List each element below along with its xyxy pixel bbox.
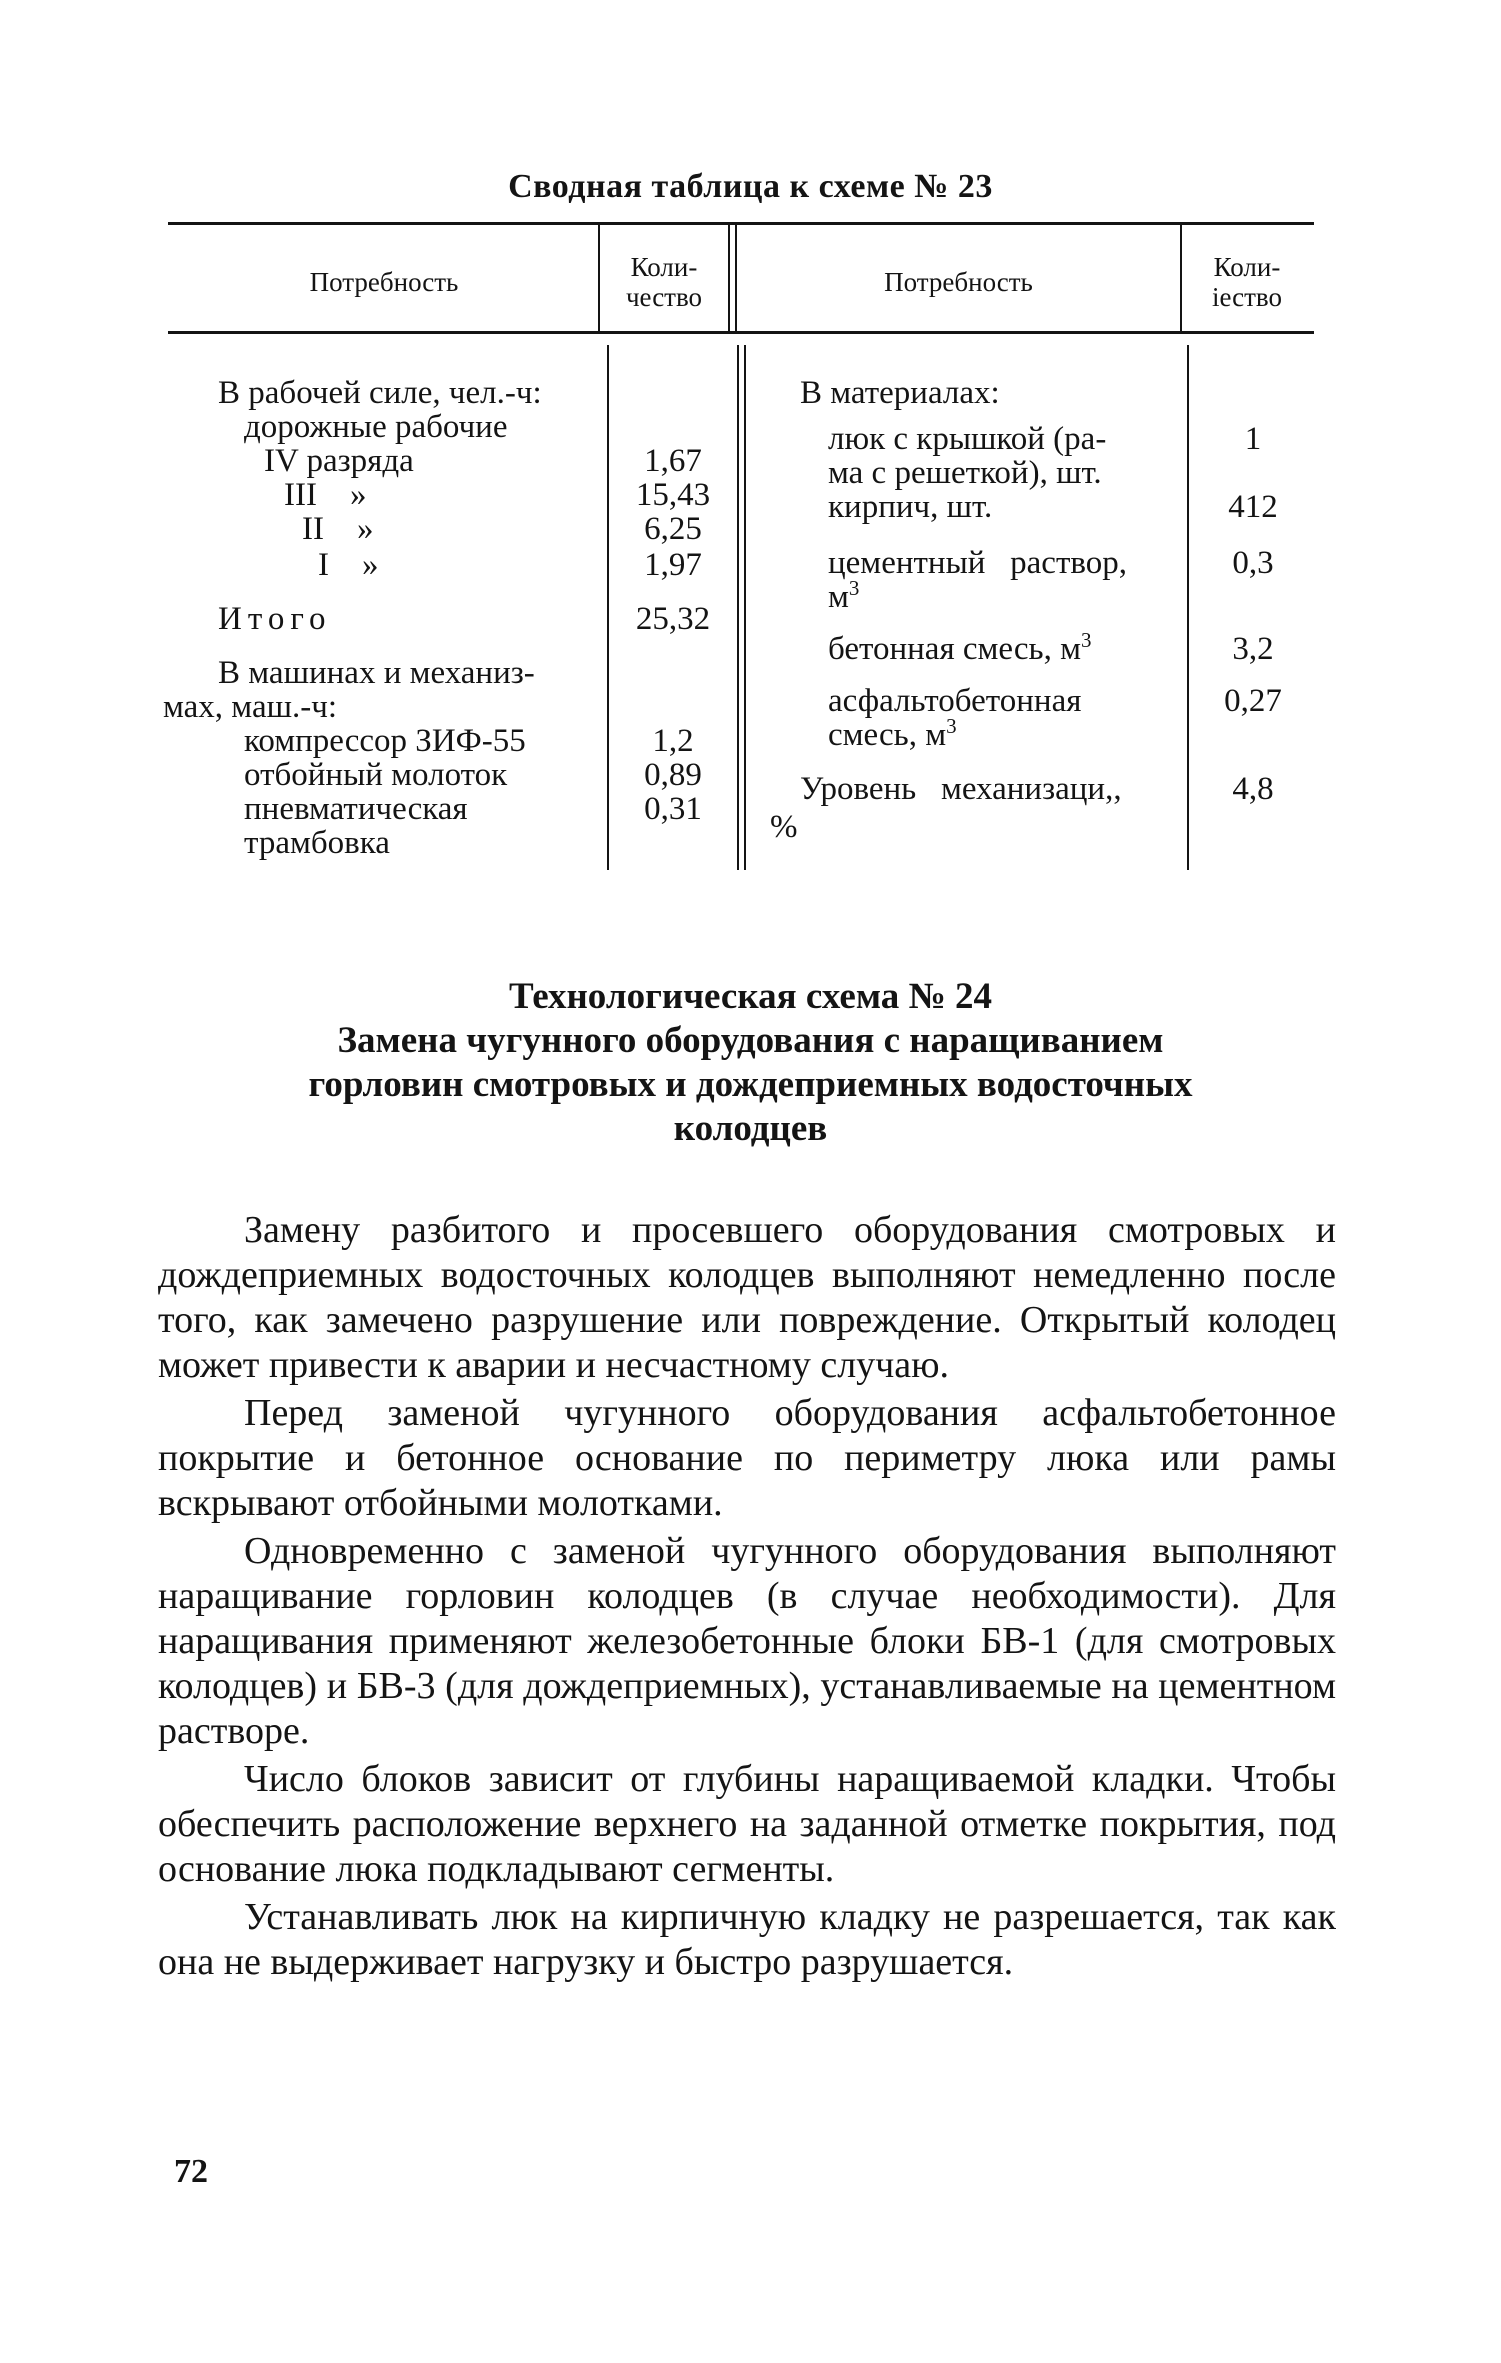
right-row-label: В материалах: [800,375,1000,411]
left-row-label: III » [284,477,367,513]
body-divider-2a [737,345,739,870]
right-row-value: 3,2 [1232,631,1274,667]
right-row-value: 0,27 [1224,683,1282,719]
right-row-label: ма с решеткой), шт. [828,455,1102,491]
header-qty-right-line1: Коли- [1213,252,1281,282]
page-number: 72 [174,2153,208,2190]
paragraph: Замену разбитого и просевшего оборудования смотровых и дождеприемных водосточных колодцев выполняют немедленно после того, как замечено разрушение или повреждение. Открытый колодец может привести к аварии и несчастному случаю. [158,1209,1336,1386]
scheme-heading-line: Технологическая схема № 24 [509,976,992,1017]
header-qty-left-line1: Коли- [630,252,698,282]
scheme-heading [0,975,1501,1151]
left-row-label: В рабочей силе, чел.-ч: [218,375,542,411]
left-row-label: трамбовка [244,825,390,861]
header-qty-left [600,252,728,312]
left-row-label: компрессор ЗИФ-55 [244,723,526,759]
left-row-label: II » [302,511,374,547]
left-row-label: IV разряда [264,443,414,479]
left-row-label: В машинах и механиз- [218,655,535,691]
scheme-heading-line: Замена чугунного оборудования с наращиванием [337,1020,1164,1061]
right-row-label: $м^3$ [828,576,860,615]
right-row-label: смесь, $м^3$ [828,714,957,753]
left-row-value: 0,31 [644,791,702,827]
paragraph: Перед заменой чугунного оборудования асфальтобетонное покрытие и бетонное основание по периметру люка или рамы вскрывают отбойными молотками. [158,1392,1336,1524]
left-row-label: отбойный молоток [244,757,508,793]
left-row-value: 6,25 [644,511,702,547]
right-row-value: 4,8 [1232,771,1274,807]
header-need-left: Потребность [309,267,459,297]
paragraph: Устанавливать люк на кирпичную кладку не разрешается, так как она не выдерживает нагрузку и быстро разрушается. [158,1896,1336,1983]
left-row-value: 1,67 [644,443,702,479]
scheme-heading-line: горловин смотровых и дождеприемных водосточных [308,1064,1193,1105]
right-row-value: 412 [1228,489,1278,525]
body-divider-3 [1187,345,1189,870]
header-qty-right-line2: іество [1211,282,1282,312]
table-top-rule [168,222,1314,225]
left-row-value: 1,2 [652,723,694,759]
right-row-label: люк с крышкой (ра- [828,421,1107,457]
body-text [158,1208,1336,1988]
left-row-label: мах, маш.-ч: [163,689,338,725]
paragraph: Число блоков зависит от глубины наращиваемой кладки. Чтобы обеспечить расположение верхнего на заданной отметке покрытия, под основание люка подкладывают сегменты. [158,1758,1336,1890]
left-row-value: 15,43 [635,477,711,513]
header-need-right: Потребность [884,267,1033,297]
itogo-value: 25,32 [635,601,711,637]
left-row-label: I » [318,547,379,583]
left-row-value: 0,89 [644,757,702,793]
table-title: Сводная таблица к схеме № 23 [508,168,993,205]
scheme-heading-line: колодцев [673,1108,828,1149]
right-row-value: 0,3 [1232,545,1274,581]
right-row-label: кирпич, шт. [828,489,993,525]
right-row-label: бетонная смесь, $м^3$ [828,628,1092,667]
itogo-label: Итого [218,601,332,637]
left-row-value: 1,97 [644,547,702,583]
right-row-label: цементный раствор, [828,545,1127,581]
paragraph: Одновременно с заменой чугунного оборудования выполняют наращивание горловин колодцев (в случае необходимости). Для наращивания применяют железобетонные блоки БВ-1 (для смотровых колодцев) и БВ-3 (для дождеприемных), устанавливаемые на цементном растворе. [158,1530,1336,1752]
table-header-rule [168,331,1314,334]
left-row-label: дорожные рабочие [244,409,508,445]
right-row-label: асфальтобетонная [828,683,1082,719]
right-row-label: Уровень механизаци,, [800,771,1122,807]
body-divider-1 [607,345,609,870]
left-row-label: пневматическая [244,791,468,827]
right-row-value: 1 [1244,421,1262,457]
right-row-label: % [770,809,798,845]
header-divider-2a [728,225,730,331]
header-qty-right [1182,252,1312,312]
body-divider-2b [744,345,746,870]
header-qty-left-line2: чество [625,282,703,312]
